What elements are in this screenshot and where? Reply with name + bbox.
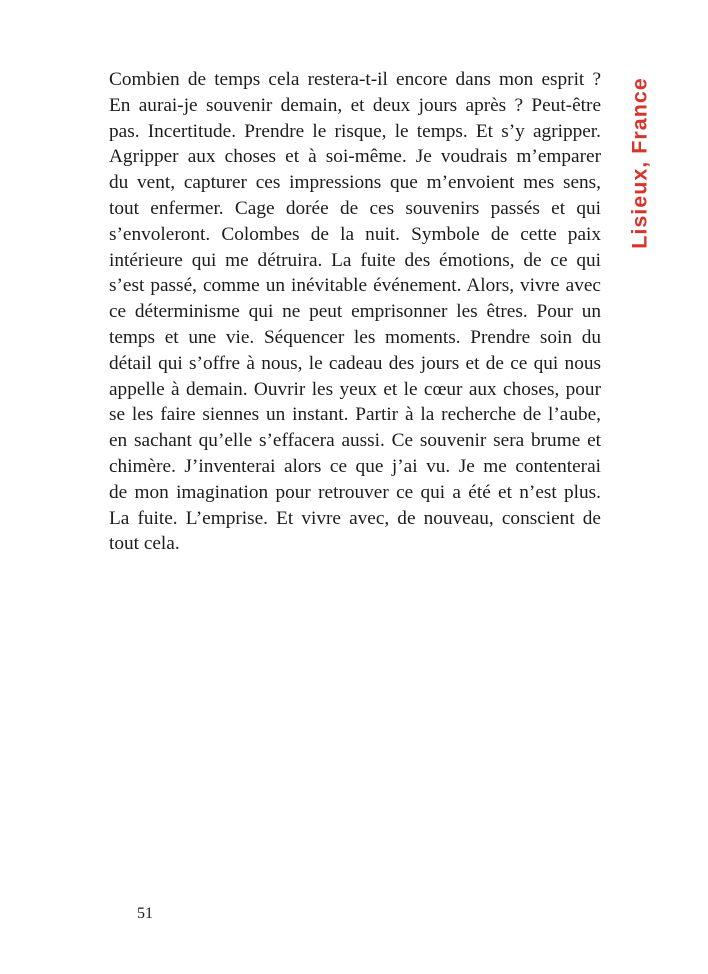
text-line: tout enfermer. Cage dorée de ces souvenirs passés et qui: [109, 197, 601, 219]
text-line: pas. Incertitude. Prendre le risque, le temps. Et s’y agripper.: [109, 120, 601, 142]
text-line: chimère. J’inventerai alors ce que j’ai vu. Je me contenterai: [109, 455, 601, 477]
text-line: de mon imagination pour retrouver ce qui a été et n’est plus.: [109, 481, 601, 503]
body-paragraph: [109, 67, 601, 557]
text-line: en sachant qu’elle s’effacera aussi. Ce souvenir sera brume et: [109, 430, 601, 452]
text-line: appelle à demain. Ouvrir les yeux et le cœur aux choses, pour: [109, 378, 601, 400]
text-line: intérieure qui me détruira. La fuite des émotions, de ce qui: [109, 249, 601, 271]
text-line: détail qui s’offre à nous, le cadeau des jours et de ce qui nous: [109, 352, 601, 374]
text-line: La fuite. L’emprise. Et vivre avec, de nouveau, conscient de: [109, 507, 601, 529]
text-line: tout cela.: [109, 533, 180, 555]
text-line: s’envoleront. Colombes de la nuit. Symbole de cette paix: [109, 223, 601, 245]
page-number: 51: [137, 905, 153, 922]
text-line: s’est passé, comme un inévitable événement. Alors, vivre avec: [109, 275, 601, 297]
text-line: Agripper aux choses et à soi-même. Je voudrais m’emparer: [109, 146, 601, 168]
chapter-side-title: Lisieux, France: [627, 77, 652, 249]
text-line: se les faire siennes un instant. Partir à la recherche de l’aube,: [109, 404, 601, 426]
text-line: En aurai-je souvenir demain, et deux jours après ? Peut-être: [109, 94, 601, 116]
text-line: Combien de temps cela restera-t-il encore dans mon esprit ?: [109, 69, 601, 90]
text-line: temps et une vie. Séquencer les moments. Prendre soin du: [109, 326, 601, 348]
text-line: du vent, capturer ces impressions que m’envoient mes sens,: [109, 172, 601, 194]
text-line: ce déterminisme qui ne peut emprisonner les êtres. Pour un: [109, 301, 601, 323]
